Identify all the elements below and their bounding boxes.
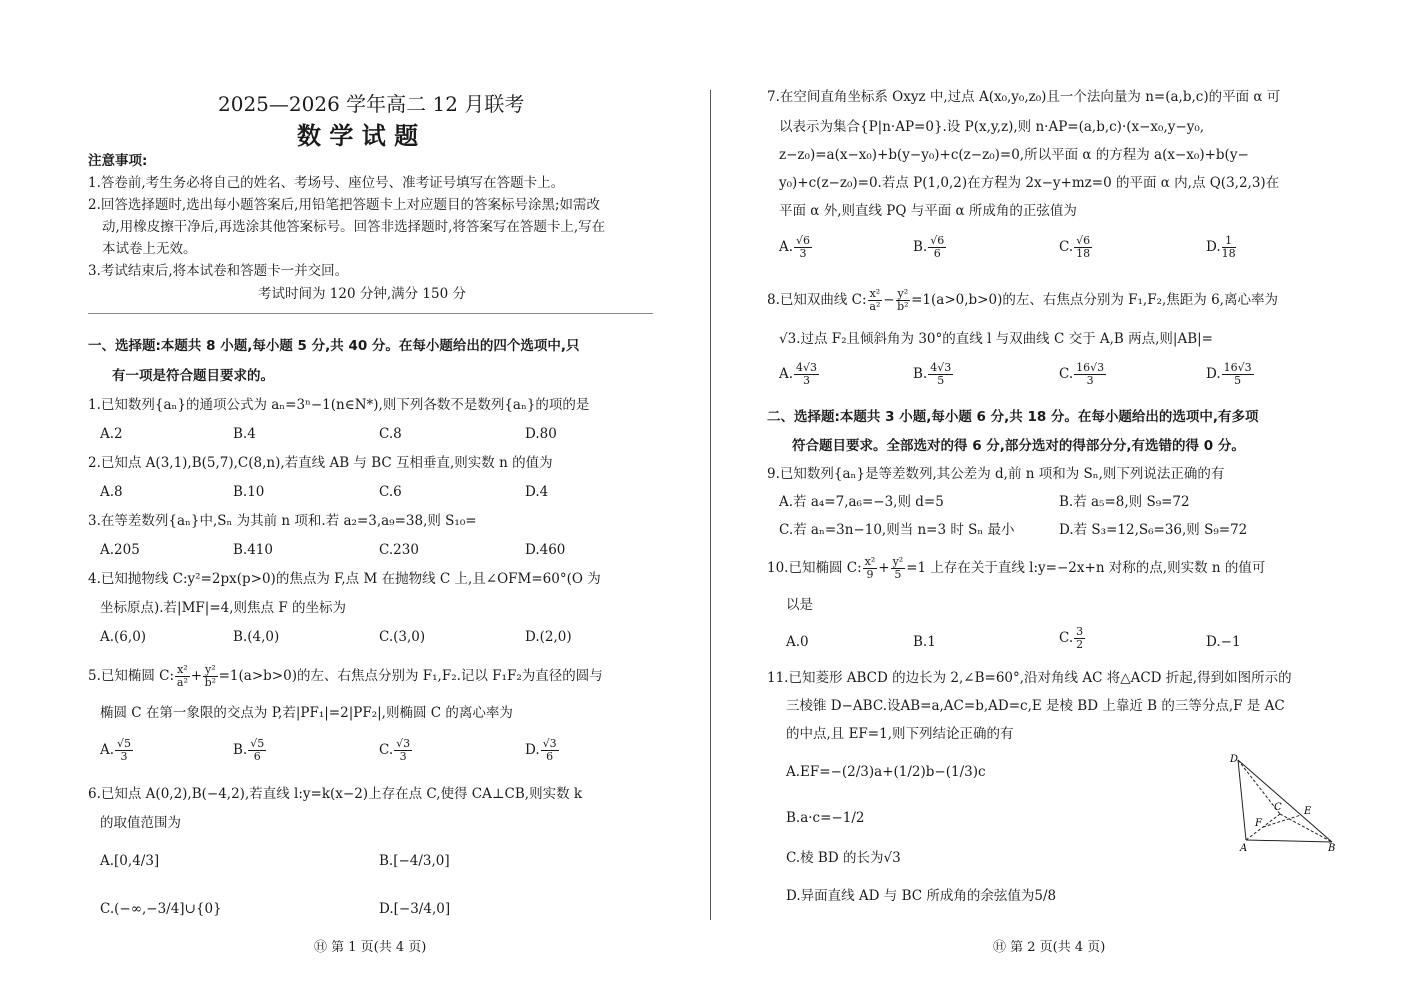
question-4: 4.已知抛物线 C:y²=2px(p>0)的焦点为 F,点 M 在抛物线 C 上,且∠OFM=60°(O 为 [88, 571, 601, 587]
option: C. $\frac{3}{2}$ [1059, 625, 1084, 651]
question-1: 1.已知数列{aₙ}的通项公式为 aₙ=3ⁿ−1(n∈N*),则下列各数不是数列{aₙ}的项的是 [88, 397, 590, 413]
option: D. $\frac{√3}{6}$ [525, 737, 557, 763]
question-11-cont: 的中点,且 EF=1,则下列结论正确的有 [786, 726, 1014, 742]
option: C.若 aₙ=3n−10,则当 n=3 时 Sₙ 最小 [779, 522, 1015, 538]
option: D.[−3/4,0] [379, 901, 451, 917]
question-11: 11.已知菱形 ABCD 的边长为 2,∠B=60°,沿对角线 AC 将△ACD 折起,得到如图所示的 [767, 670, 1292, 686]
option: D.(2,0) [525, 629, 572, 645]
option: A.[0,4/3] [100, 853, 160, 869]
option: D.460 [525, 542, 566, 558]
question-4-cont: 坐标原点).若|MF|=4,则焦点 F 的坐标为 [100, 600, 346, 616]
option: A.(6,0) [100, 629, 147, 645]
option: D.80 [525, 426, 557, 442]
question-7-cont: 以表示为集合{P|n·AP=0}.设 P(x,y,z),则 n·AP=(a,b,c)·(x−x₀,y−y₀, [779, 119, 1205, 135]
notice-line: 2.回答选择题时,选出每小题答案后,用铅笔把答题卡上对应题目的答案标号涂黑;如需改 [88, 197, 601, 213]
question-7-cont: z−z₀)=a(x−x₀)+b(y−y₀)+c(z−z₀)=0,所以平面 α 的方程为 a(x−x₀)+b(y− [779, 147, 1249, 163]
question-6-cont: 的取值范围为 [100, 815, 181, 831]
option: B. $\frac{4√3}{5}$ [913, 361, 952, 387]
option: B. $\frac{√5}{6}$ [233, 737, 265, 763]
option: B.若 a₅=8,则 S₉=72 [1059, 494, 1190, 510]
option: C.(3,0) [379, 629, 426, 645]
option: C.230 [379, 542, 419, 558]
option: D.−1 [1206, 634, 1241, 650]
question-11-cont: 三棱锥 D−ABC.设AB=a,AC=b,AD=c,E 是棱 BD 上靠近 B 的三等分点,F 是 AC [786, 698, 1285, 714]
question-5: 5.已知椭圆 C: $\frac{\text{x²}}{\text{a²}}$ + $\frac{\text{y²}}{\text{b²}}$ =1(a>b>0)的左、右焦点分别为 F₁,F₂.记以 F₁F₂为直径的圆与 [88, 663, 603, 689]
fraction: $\frac{\text{y²}}{\text{b²}}$ [204, 663, 217, 689]
option: C. $\frac{√3}{3}$ [379, 737, 411, 763]
notice-heading: 注意事项: [88, 153, 148, 169]
option: B.a·c=−1/2 [786, 810, 865, 826]
option: B. $\frac{√6}{6}$ [913, 234, 945, 260]
option: A.2 [100, 426, 123, 442]
option: C.棱 BD 的长为√3 [786, 850, 901, 866]
question-7-cont: 平面 α 外,则直线 PQ 与平面 α 所成角的正弦值为 [779, 203, 1077, 219]
option: A. $\frac{√6}{3}$ [779, 234, 811, 260]
subject-title: 数 学 试 题 [297, 122, 419, 150]
question-10: 10.已知椭圆 C: $\frac{\text{x²}}{9}$ + $\frac{\text{y²}}{5}$ =1 上存在关于直线 l:y=−2x+n 对称的点,则实数 n 的值可 [767, 555, 1266, 581]
option: B.[−4/3,0] [379, 853, 450, 869]
option: D. $\frac{1}{18}$ [1206, 234, 1236, 260]
tetrahedron-figure [1222, 752, 1342, 852]
option: A.8 [100, 484, 123, 500]
page-footer: Ⓗ 第 1 页(共 4 页) [314, 940, 427, 955]
option: B.(4,0) [233, 629, 280, 645]
option: C.(−∞,−3/4]∪{0} [100, 901, 222, 917]
label-A: A [1240, 843, 1248, 852]
page-footer: Ⓗ 第 2 页(共 4 页) [993, 940, 1106, 955]
section-1-heading-cont: 有一项是符合题目要求的。 [112, 368, 274, 384]
question-2: 2.已知点 A(3,1),B(5,7),C(8,n),若直线 AB 与 BC 互相垂直,则实数 n 的值为 [88, 455, 553, 471]
option: D. $\frac{16√3}{5}$ [1206, 361, 1252, 387]
option: C.8 [379, 426, 402, 442]
notice-line: 1.答卷前,考生务必将自己的姓名、考场号、座位号、准考证号填写在答题卡上。 [88, 175, 565, 191]
page-divider [710, 90, 711, 920]
option: C. $\frac{16√3}{3}$ [1059, 361, 1105, 387]
option: D.异面直线 AD 与 BC 所成角的余弦值为5/8 [786, 888, 1057, 904]
option: C. $\frac{√6}{18}$ [1059, 234, 1091, 260]
question-9: 9.已知数列{aₙ}是等差数列,其公差为 d,前 n 项和为 Sₙ,则下列说法正确的有 [767, 466, 1225, 482]
option: A.0 [786, 634, 809, 650]
q5-prefix: 5.已知椭圆 C: [88, 668, 175, 684]
option: A.若 a₄=7,a₆=−3,则 d=5 [779, 494, 944, 510]
option: B.410 [233, 542, 273, 558]
question-6: 6.已知点 A(0,2),B(−4,2),若直线 l:y=k(x−2)上存在点 C,使得 CA⊥CB,则实数 k [88, 786, 583, 802]
option: B.1 [913, 634, 936, 650]
notice-line: 动,用橡皮擦干净后,再选涂其他答案标号。回答非选择题时,将答案写在答题卡上,写在 [102, 219, 606, 235]
fraction: $\frac{\text{x²}}{\text{a²}}$ [869, 287, 881, 313]
question-10-cont: 以是 [786, 597, 813, 613]
option: B.4 [233, 426, 256, 442]
option: D.4 [525, 484, 549, 500]
section-1-heading: 一、选择题:本题共 8 小题,每小题 5 分,共 40 分。在每小题给出的四个选项中,只 [88, 338, 580, 354]
option: D.若 S₃=12,S₆=36,则 S₉=72 [1059, 522, 1248, 538]
notice-line: 本试卷上无效。 [102, 241, 197, 257]
notice-line: 3.考试结束后,将本试卷和答题卡一并交回。 [88, 263, 349, 279]
divider-line [88, 313, 653, 314]
option: A. $\frac{4√3}{3}$ [779, 361, 818, 387]
label-B: B [1328, 843, 1336, 852]
q5-suffix: =1(a>b>0)的左、右焦点分别为 F₁,F₂.记以 F₁F₂为直径的圆与 [218, 668, 603, 684]
option: A.205 [100, 542, 140, 558]
fraction: $\frac{\text{y²}}{5}$ [892, 555, 904, 581]
section-2-heading-cont: 符合题目要求。全部选对的得 6 分,部分选对的得部分分,有选错的得 0 分。 [792, 438, 1245, 454]
label-E: E [1304, 806, 1312, 817]
label-F: F [1255, 818, 1262, 829]
option: C.6 [379, 484, 402, 500]
fraction: $\frac{\text{x²}}{\text{a²}}$ [176, 663, 188, 689]
label-D: D [1230, 754, 1239, 765]
option: A.EF=−(2/3)a+(1/2)b−(1/3)c [786, 764, 986, 780]
exam-title: 2025—2026 学年高二 12 月联考 [218, 92, 525, 116]
fraction: $\frac{\text{y²}}{\text{b²}}$ [897, 287, 909, 313]
question-3: 3.在等差数列{aₙ}中,Sₙ 为其前 n 项和.若 a₂=3,a₉=38,则 S₁₀= [88, 513, 477, 529]
question-8: 8.已知双曲线 C: $\frac{\text{x²}}{\text{a²}}$ − $\frac{\text{y²}}{\text{b²}}$ =1(a>0,b>0)的左、右焦点分别为 F₁,F₂,焦距为 6,离心率为 [767, 287, 1278, 313]
time-line: 考试时间为 120 分钟,满分 150 分 [258, 286, 466, 302]
question-7: 7.在空间直角坐标系 Oxyz 中,过点 A(x₀,y₀,z₀)且一个法向量为 n=(a,b,c)的平面 α 可 [767, 89, 1281, 105]
fraction: $\frac{\text{x²}}{9}$ [864, 555, 876, 581]
question-7-cont: y₀)+c(z−z₀)=0.若点 P(1,0,2)在方程为 2x−y+mz=0 的平面 α 内,点 Q(3,2,3)在 [779, 175, 1280, 191]
section-2-heading: 二、选择题:本题共 3 小题,每小题 6 分,共 18 分。在每小题给出的选项中,有多项 [767, 409, 1259, 425]
option: B.10 [233, 484, 265, 500]
label-C: C [1274, 802, 1282, 813]
question-8-cont: √3.过点 F₂且倾斜角为 30°的直线 l 与双曲线 C 交于 A,B 两点,则|AB|= [779, 331, 1213, 347]
question-5-cont: 椭圆 C 在第一象限的交点为 P,若|PF₁|=2|PF₂|,则椭圆 C 的离心率为 [100, 705, 513, 721]
option: A. $\frac{√5}{3}$ [100, 737, 132, 763]
